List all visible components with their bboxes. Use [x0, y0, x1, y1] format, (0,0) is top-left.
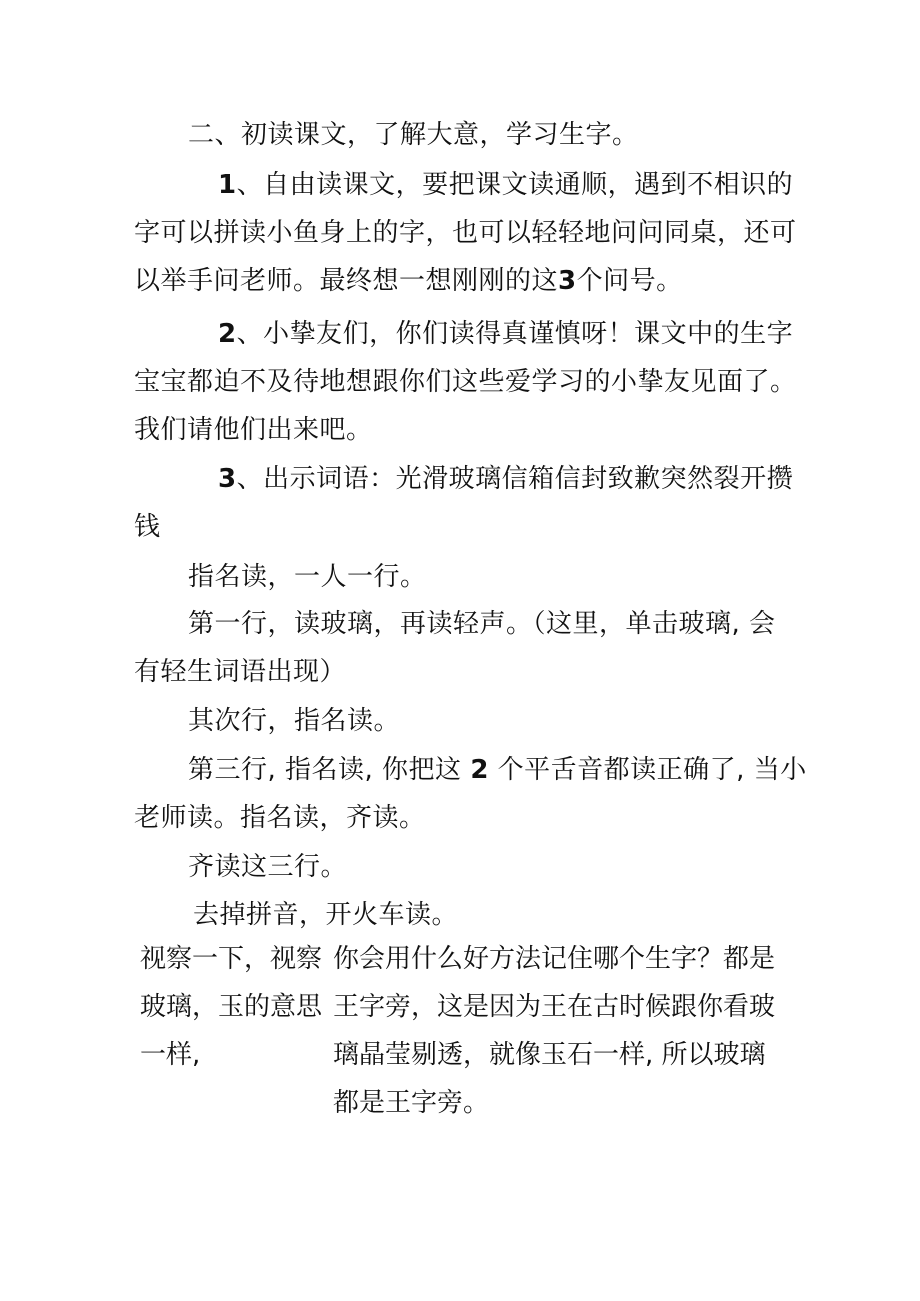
item-number: 2 — [218, 319, 237, 349]
inline-number: 3 — [558, 266, 577, 296]
paragraph-1-text: 、自由读课文，要把课文读通顺，遇到不相识的 — [236, 170, 794, 200]
paragraph-3-line-1 — [218, 462, 793, 496]
table-left-line: 玻璃，玉的意思 — [140, 992, 323, 1022]
paragraph-1-line-2: 字可以拼读小鱼身上的字，也可以轻轻地问问同桌，还可 — [134, 218, 797, 248]
paragraph-7-line-1 — [188, 753, 807, 787]
table-right-line: 你会用什么好方法记住哪个生字？都是 — [333, 944, 776, 974]
inline-number: 2 — [470, 755, 489, 785]
table-left-line: 视察一下，视察 — [140, 944, 323, 974]
paragraph-3-line-2: 钱 — [134, 512, 161, 542]
table-left-column — [140, 935, 330, 1079]
paragraph-2-text: 、小挚友们，你们读得真谨慎呀！课文中的生字 — [236, 319, 794, 349]
paragraph-8: 齐读这三行。 — [188, 852, 348, 882]
table-left-line: 一样, — [140, 1040, 201, 1070]
paragraph-1-line-3 — [134, 264, 683, 298]
table-right-line: 王字旁，这是因为王在古时候跟你看玻 — [333, 992, 776, 1022]
paragraph-5-line-2: 有轻生词语出现） — [134, 657, 347, 687]
section-heading: 二、初读课文，了解大意，学习生字。 — [188, 120, 639, 150]
table-right-line: 璃晶莹剔透，就像玉石一样, 所以玻璃 — [333, 1040, 766, 1070]
paragraph-2-line-3: 我们请他们出来吧。 — [134, 415, 373, 445]
table-right-column — [333, 935, 793, 1127]
paragraph-6: 其次行，指名读。 — [188, 706, 401, 736]
paragraph-7-line-2: 老师读。指名读，齐读。 — [134, 803, 426, 833]
paragraph-7-text-b: 个平舌音都读正确了, 当小 — [488, 755, 807, 785]
table-right-line: 都是王字旁。 — [333, 1088, 490, 1118]
paragraph-4: 指名读，一人一行。 — [188, 562, 427, 592]
paragraph-7-text-a: 第三行, 指名读, 你把这 — [188, 755, 471, 785]
paragraph-2-line-1 — [218, 317, 793, 351]
paragraph-2-line-2: 宝宝都迫不及待地想跟你们这些爱学习的小挚友见面了。 — [134, 367, 797, 397]
paragraph-3-text: 、出示词语：光滑玻璃信箱信封致歉突然裂开攒 — [236, 464, 794, 494]
paragraph-1-text-b: 个问号。 — [576, 266, 683, 296]
paragraph-9: 去掉拼音，开火车读。 — [193, 900, 459, 930]
paragraph-1-text-a: 以举手问老师。最终想一想刚刚的这 — [134, 266, 559, 296]
paragraph-5-line-1: 第一行，读玻璃，再读轻声。（这里，单击玻璃, 会 — [188, 609, 776, 639]
paragraph-1-line-1 — [218, 168, 793, 202]
item-number: 1 — [218, 170, 237, 200]
item-number: 3 — [218, 464, 237, 494]
